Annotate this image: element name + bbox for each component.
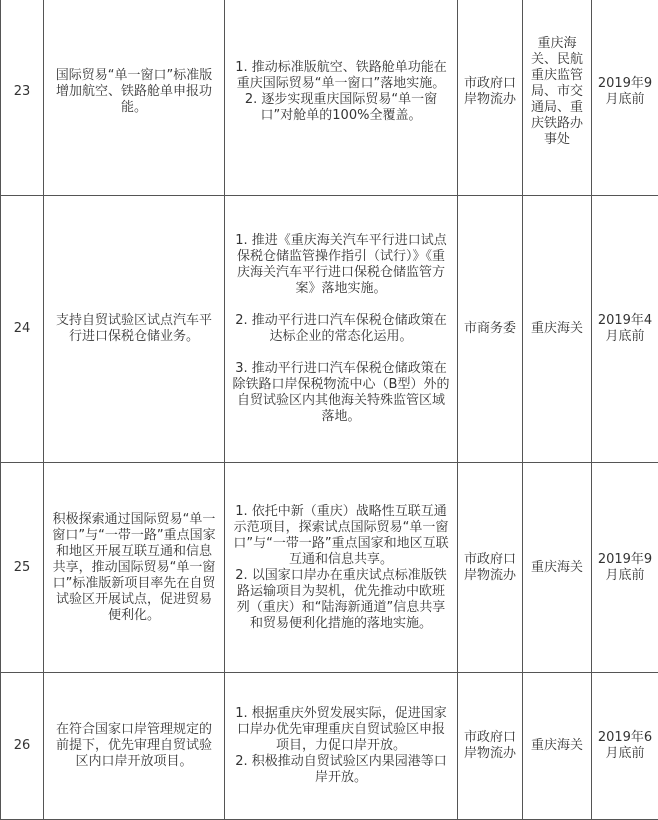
cooperating-units: 重庆海关	[523, 673, 592, 820]
measure-text: 1. 推进《重庆海关汽车平行进口试点保税仓储监管操作指引（试行）》《重庆海关汽车平行进口保税仓储监管方案》落地实施。	[231, 233, 451, 297]
measures-cell	[225, 673, 458, 820]
lead-unit: 市政府口岸物流办	[458, 0, 523, 196]
reform-item: 国际贸易“单一窗口”标准版增加航空、铁路舱单申报功能。	[44, 0, 225, 196]
reform-item: 在符合国家口岸管理规定的前提下，优先审理自贸试验区内口岸开放项目。	[44, 673, 225, 820]
cooperating-units: 重庆海关	[523, 463, 592, 673]
deadline: 2019年6月底前	[592, 673, 658, 820]
deadline: 2019年9月底前	[592, 0, 658, 196]
row-number: 26	[1, 673, 44, 820]
reform-item: 积极探索通过国际贸易“单一窗口”与“一带一路”重点国家和地区开展互联互通和信息共享，推动国际贸易“单一窗口”标准版新项目率先在自贸试验区开展试点，促进贸易便利化。	[44, 463, 225, 673]
measures-cell	[225, 463, 458, 673]
row-number: 25	[1, 463, 44, 673]
measure-text: 1. 推动标准版航空、铁路舱单功能在重庆国际贸易“单一窗口”落地实施。	[231, 60, 451, 92]
lead-unit: 市政府口岸物流办	[458, 463, 523, 673]
table-row	[1, 463, 658, 673]
deadline: 2019年4月底前	[592, 196, 658, 463]
cooperating-units: 重庆海关	[523, 196, 592, 463]
cooperating-units: 重庆海关、民航重庆监管局、市交通局、重庆铁路办事处	[523, 0, 592, 196]
measure-text: 3. 推动平行进口汽车保税仓储政策在除铁路口岸保税物流中心（B型）外的自贸试验区内其他海关特殊监管区域落地。	[231, 361, 451, 425]
lead-unit: 市政府口岸物流办	[458, 673, 523, 820]
deadline: 2019年9月底前	[592, 463, 658, 673]
measure-text: 2. 积极推动自贸试验区内果园港等口岸开放。	[231, 754, 451, 786]
measure-text: 2. 逐步实现重庆国际贸易“单一窗口”对舱单的100%全覆盖。	[231, 92, 451, 124]
row-number: 23	[1, 0, 44, 196]
measure-text: 1. 根据重庆外贸发展实际，促进国家口岸办优先审理重庆自贸试验区申报项目，力促口岸开放。	[231, 706, 451, 754]
table-row	[1, 196, 658, 463]
measures-cell	[225, 0, 458, 196]
measure-text: 2. 推动平行进口汽车保税仓储政策在达标企业的常态化运用。	[231, 313, 451, 345]
row-number: 24	[1, 196, 44, 463]
measure-text: 1. 依托中新（重庆）战略性互联互通示范项目，探索试点国际贸易“单一窗口”与“一带一路”重点国家和地区互联互通和信息共享。	[231, 504, 451, 568]
lead-unit: 市商务委	[458, 196, 523, 463]
table-row	[1, 0, 658, 196]
measures-cell	[225, 196, 458, 463]
reform-item: 支持自贸试验区试点汽车平行进口保税仓储业务。	[44, 196, 225, 463]
table-row	[1, 673, 658, 820]
measure-text: 2. 以国家口岸办在重庆试点标准版铁路运输项目为契机，优先推动中欧班列（重庆）和“陆海新通道”信息共享和贸易便利化措施的落地实施。	[231, 568, 451, 632]
